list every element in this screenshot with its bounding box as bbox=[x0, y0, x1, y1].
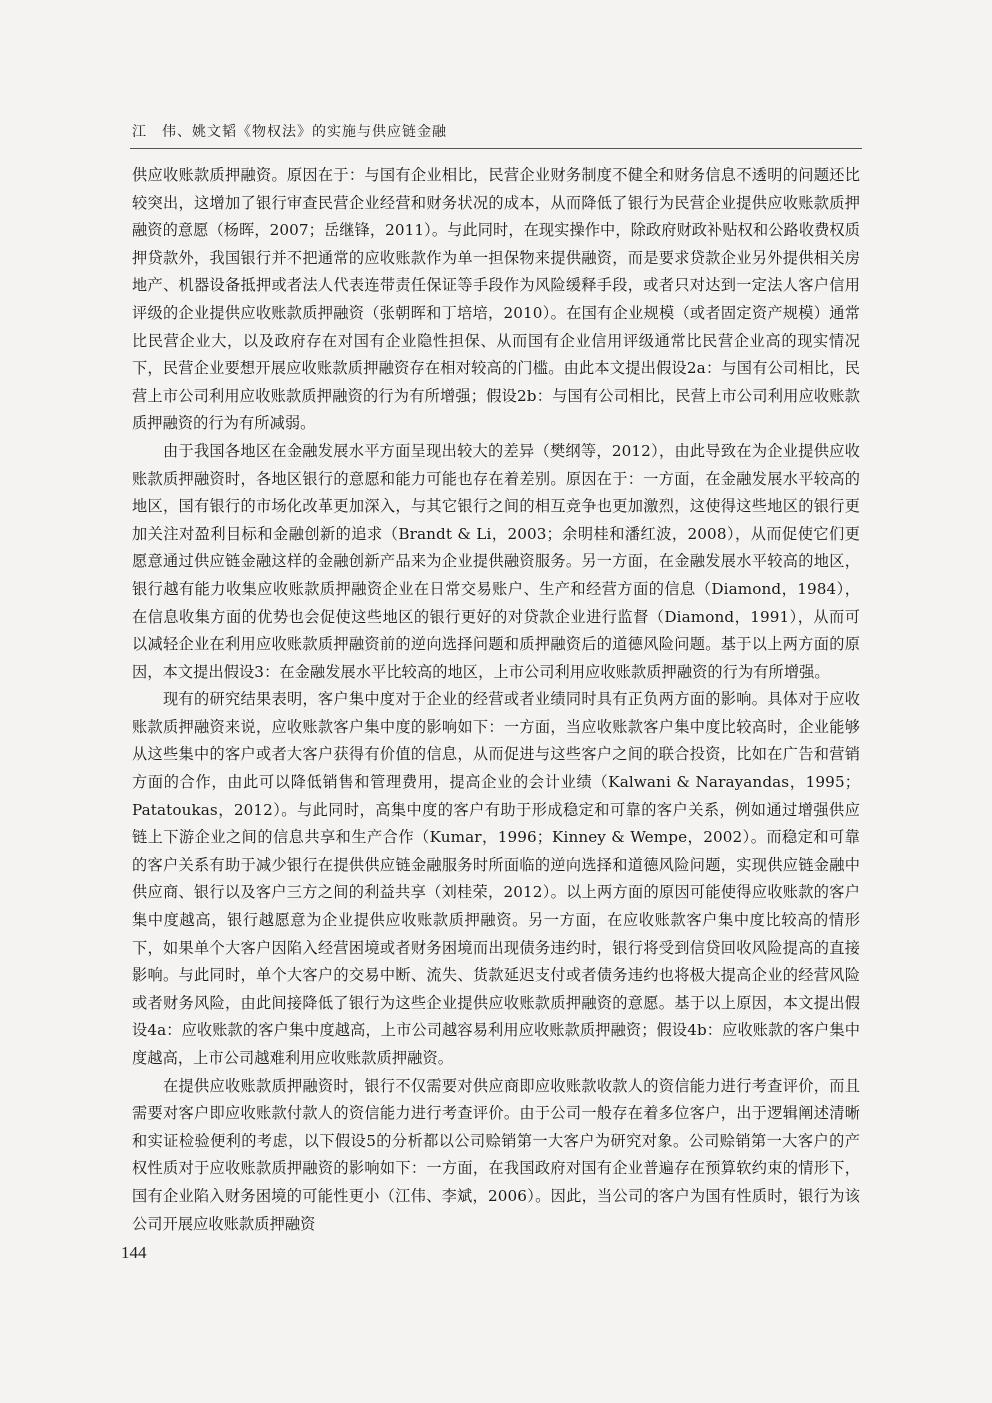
paragraph-customer-concentration: 现有的研究结果表明，客户集中度对于企业的经营或者业绩同时具有正负两方面的影响。具体对于应收账款质押融资来说，应收账款客户集中度的影响如下：一方面，当应收账款客户集中度比较高时，企业能够从这些集中的客户或者大客户获得有价值的信息，从而促进与这些客户之间的联合投资，比如在广告和营销方面的合作，由此可以降低销售和管理费用，提高企业的会计业绩（Kalwani & Narayandas，1995；Patatoukas，2012）。与此同时，高集中度的客户有助于形成稳定和可靠的客户关系，例如通过增强供应链上下游企业之间的信息共享和生产合作（Kumar，1996；Kinney & Wempe，2002）。而稳定和可靠的客户关系有助于减少银行在提供供应链金融服务时所面临的逆向选择和道德风险问题，实现供应链金融中供应商、银行以及客户三方之间的利益共享（刘桂荣，2012）。以上两方面的原因可能使得应收账款的客户集中度越高，银行越愿意为企业提供应收账款质押融资。另一方面，在应收账款客户集中度比较高的情形下，如果单个大客户因陷入经营困境或者财务困境而出现债务违约时，银行将受到信贷回收风险提高的直接影响。与此同时，单个大客户的交易中断、流失、货款延迟支付或者债务违约也将极大提高企业的经营风险或者财务风险，由此间接降低了银行为这些企业提供应收账款质押融资的意愿。基于以上原因，本文提出假设4a：应收账款的客户集中度越高，上市公司越容易利用应收账款质押融资；假设4b：应收账款的客户集中度越高，上市公司越难利用应收账款质押融资。 bbox=[132, 690, 860, 1067]
page-number: 144 bbox=[121, 1243, 147, 1262]
paragraph-continued: 供应收账款质押融资。原因在于：与国有企业相比，民营企业财务制度不健全和财务信息不透明的问题还比较突出，这增加了银行审查民营企业经营和财务状况的成本，从而降低了银行为民营企业提供应收账款质押融资的意愿（杨晖，2007；岳继锋，2011）。与此同时，在现实操作中，除政府财政补贴权和公路收费权质押贷款外，我国银行并不把通常的应收账款作为单一担保物来提供融资，而是要求贷款企业另外提供相关房地产、机器设备抵押或者法人代表连带责任保证等手段作为风险缓释手段，或者只对达到一定法人客户信用评级的企业提供应收账款质押融资（张朝晖和丁培培，2010）。在国有企业规模（或者固定资产规模）通常比民营企业大，以及政府存在对国有企业隐性担保、从而国有企业信用评级通常比民营企业高的现实情况下，民营企业要想开展应收账款质押融资存在相对较高的门槛。由此本文提出假设2a：与国有公司相比，民营上市公司利用应收账款质押融资的行为有所增强；假设2b：与国有公司相比，民营上市公司利用应收账款质押融资的行为有所减弱。 bbox=[132, 166, 860, 433]
running-head: 江 伟、姚文韬《物权法》的实施与供应链金融 bbox=[132, 124, 447, 140]
paragraph-financial-development: 由于我国各地区在金融发展水平方面呈现出较大的差异（樊纲等，2012），由此导致在为企业提供应收账款质押融资时，各地区银行的意愿和能力可能也存在着差别。原因在于：一方面，在金融发展水平较高的地区，国有银行的市场化改革更加深入，与其它银行之间的相互竞争也更加激烈，这使得这些地区的银行更加关注对盈利目标和金融创新的追求（Brandt & Li，2003；余明桂和潘红波，2008），从而促使它们更愿意通过供应链金融这样的金融创新产品来为企业提供融资服务。另一方面，在金融发展水平较高的地区，银行越有能力收集应收账款质押融资企业在日常交易账户、生产和经营方面的信息（Diamond，1984），在信息收集方面的优势也会促使这些地区的银行更好的对贷款企业进行监督（Diamond，1991），从而可以减轻企业在利用应收账款质押融资前的逆向选择问题和质押融资后的道德风险问题。基于以上两方面的原因，本文提出假设3：在金融发展水平比较高的地区，上市公司利用应收账款质押融资的行为有所增强。 bbox=[132, 441, 860, 681]
paragraph-customer-ownership: 在提供应收账款质押融资时，银行不仅需要对供应商即应收账款收款人的资信能力进行考查评价，而且需要对客户即应收账款付款人的资信能力进行考查评价。由于公司一般存在着多位客户，出于逻辑阐述清晰和实证检验便利的考虑，以下假设5的分析都以公司赊销第一大客户为研究对象。公司赊销第一大客户的产权性质对于应收账款质押融资的影响如下：一方面，在我国政府对国有企业普遍存在预算软约束的情形下，国有企业陷入财务困境的可能性更小（江伟、李斌，2006）。因此，当公司的客户为国有性质时，银行为该公司开展应收账款质押融资 bbox=[132, 1076, 860, 1233]
body-text bbox=[132, 162, 860, 1238]
header-divider bbox=[130, 148, 862, 149]
